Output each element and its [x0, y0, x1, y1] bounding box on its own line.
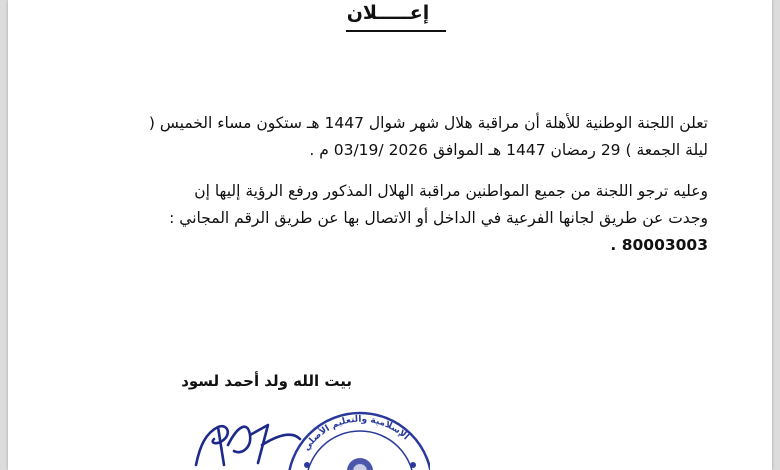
- document-page: [8, 0, 772, 470]
- paragraph-1-line-1: تعلن اللجنة الوطنية للأهلة أن مراقبة هلال شهر شوال 1447 هـ ستكون مساء الخميس (: [148, 114, 708, 132]
- document-title: إعـــــلان: [346, 2, 430, 24]
- svg-text:الإسلامية والتعليم الأصلي: الإسلامية والتعليم الأصلي: [301, 414, 411, 453]
- official-seal: [270, 405, 430, 470]
- free-phone-number: 80003003 .: [610, 236, 708, 254]
- paragraph-2-line-1: وعليه ترجو اللجنة من جميع المواطنين مراقبة الهلال المذكور ورفع الرؤية إليها إن: [194, 182, 708, 200]
- announcement-body: [88, 110, 708, 259]
- signer-name: بيت الله ولد أحمد لسود: [181, 372, 352, 390]
- paragraph-1-line-2: ليلة الجمعة ) 29 رمضان 1447 هـ الموافق 2026 /03/19 م .: [309, 141, 708, 159]
- title-underline: [346, 30, 446, 32]
- paragraph-2-line-2: وجدت عن طريق لجانها الفرعية في الداخل أو الاتصال بها عن طريق الرقم المجاني :: [169, 209, 708, 227]
